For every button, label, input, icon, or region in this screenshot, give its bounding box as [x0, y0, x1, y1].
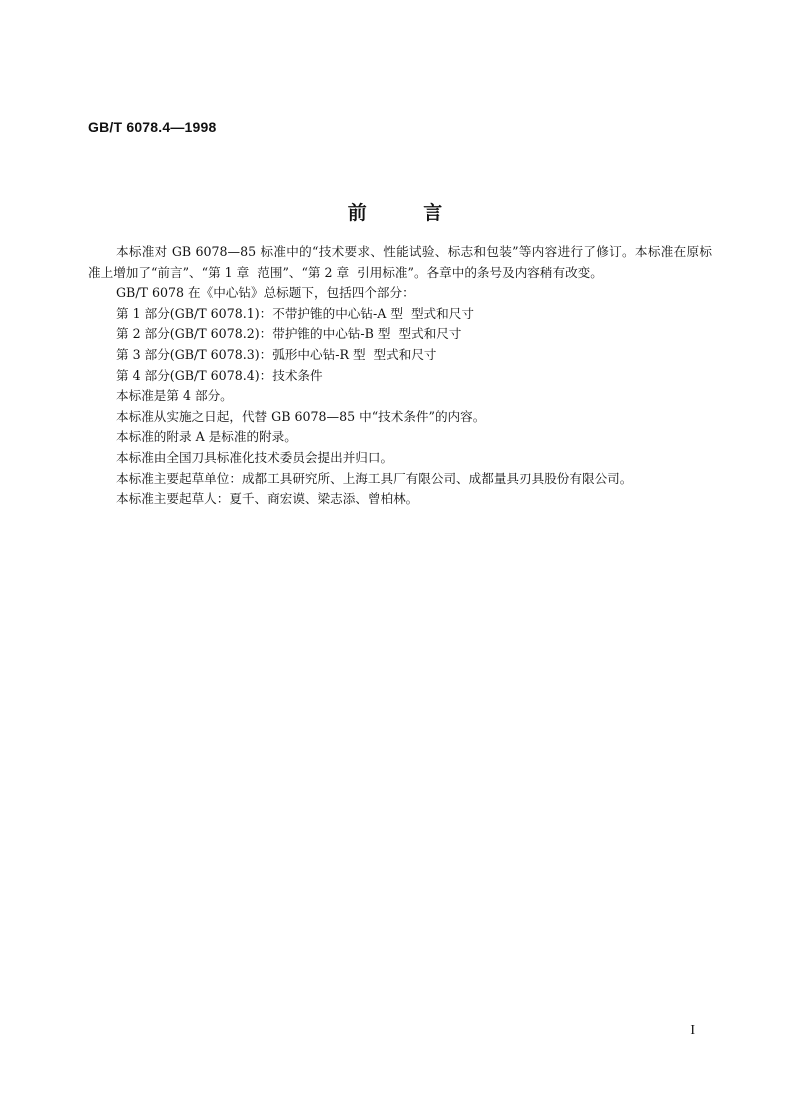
page-number: I — [690, 1023, 695, 1038]
paragraph-part-1: 第 1 部分(GB/T 6078.1)：不带护锥的中心钻-A 型 型式和尺寸 — [116, 305, 474, 321]
paragraph-drafters: 本标准主要起草人：夏千、商宏谟、梁志添、曾柏林。 — [116, 491, 419, 507]
paragraph-proposed-by: 本标准由全国刀具标准化技术委员会提出并归口。 — [116, 449, 394, 465]
standard-code: GB/T 6078.4—1998 — [88, 119, 217, 135]
paragraph-this-part: 本标准是第 4 部分。 — [116, 388, 233, 404]
foreword-body — [88, 242, 712, 510]
paragraph-revision-note: 本标准对 GB 6078—85 标准中的“技术要求、性能试验、标志和包装”等内容进行了修订。本标准在原标准上增加了“前言”、“第 1 章 范围”、“第 2 章 引用标准”。各章中的条号及内容稍有改变。 — [88, 244, 712, 280]
paragraph-part-2: 第 2 部分(GB/T 6078.2)：带护锥的中心钻-B 型 型式和尺寸 — [116, 326, 462, 342]
paragraph-part-4: 第 4 部分(GB/T 6078.4)：技术条件 — [116, 367, 323, 383]
paragraph-annex: 本标准的附录 A 是标准的附录。 — [116, 429, 297, 445]
paragraph-drafting-units: 本标准主要起草单位：成都工具研究所、上海工具厂有限公司、成都量具刃具股份有限公司。 — [116, 470, 633, 486]
paragraph-part-3: 第 3 部分(GB/T 6078.3)：弧形中心钻-R 型 型式和尺寸 — [116, 346, 437, 362]
paragraph-parts-intro: GB/T 6078 在《中心钻》总标题下，包括四个部分： — [116, 285, 415, 301]
paragraph-replaces: 本标准从实施之日起，代替 GB 6078—85 中“技术条件”的内容。 — [116, 408, 486, 424]
page-title: 前 言 — [347, 202, 445, 224]
